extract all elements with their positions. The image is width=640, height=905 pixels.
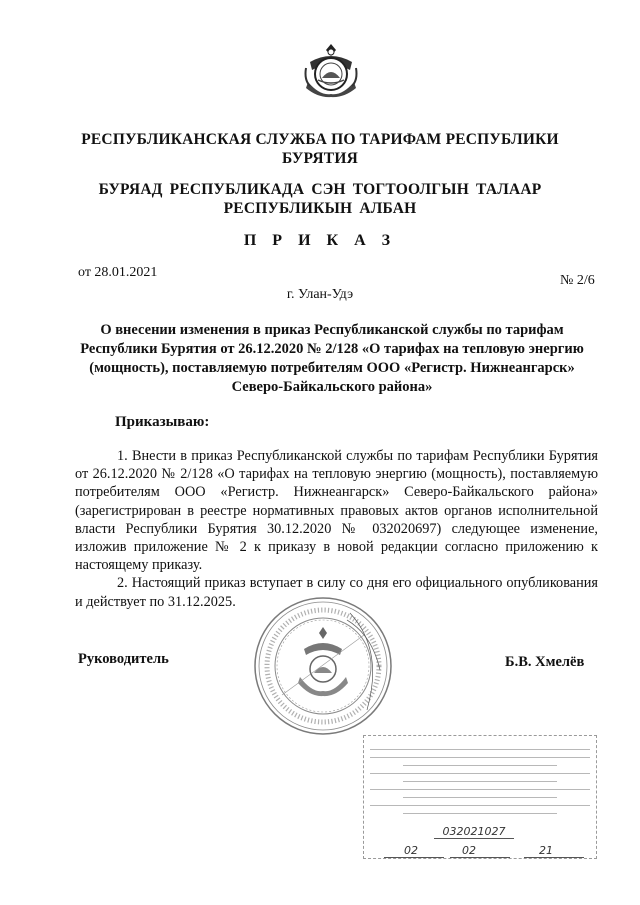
decree-word: Приказываю: [115,414,210,430]
document-date: от 28.01.2021 [78,265,158,280]
agency-name-russian [70,130,570,168]
signer-name: Б.В. Хмелёв [505,654,585,670]
document-type: П Р И К А З [243,232,397,249]
registration-day: 02 [404,844,418,857]
paragraph-1: 1. Внести в приказ Республиканской службы по тарифам Республики Бурятия от 26.12.2020 № 2/128 «О тарифах на тепловую энергию (мощность), поставляемую потребителям ООО «Регистр. Нижнеангарск» Северо-Байкальского района» (зарегистрирован в реестре нормативных правовых актов органов исполнительной власти Республики Бурятия 30.12.2020 № 032020697) следующее изменение, изложив приложение № 2 к приказу в новой редакции согласно приложению к настоящему приказу. [75,448,598,574]
agency-name-line: РЕСПУБЛИКАНСКАЯ СЛУЖБА ПО ТАРИФАМ РЕСПУБЛИКИ [81,131,559,148]
registration-number: 032021027 [434,825,514,839]
document-city: г. Улан-Удэ [286,287,354,302]
agency-name-line: БУРЯАД РЕСПУБЛИКАДА СЭН ТОГТООЛГЫН ТАЛААР [98,181,542,198]
signer-title: Руководитель [78,651,169,667]
agency-name-buryat [70,180,570,218]
registration-year: 21 [539,844,553,857]
subject-line: Северо-Байкальского района» [231,379,433,395]
official-seal-icon [252,595,394,737]
agency-name-line: РЕСПУБЛИКЫН АЛБАН [223,200,417,217]
registration-month: 02 [462,844,476,857]
document-number: № 2/6 [560,273,595,288]
registration-stamp [363,735,597,859]
subject-line: О внесении изменения в приказ Республиканской службы по тарифам [100,322,564,338]
document-body [75,447,598,611]
registration-stamp-lines [370,742,590,821]
coat-of-arms-icon [300,40,362,98]
subject-line: Республики Бурятия от 26.12.2020 № 2/128 «О тарифах на тепловую энергию [80,341,584,357]
subject-line: (мощность), поставляемую потребителям ООО «Регистр. Нижнеангарск» [89,360,575,376]
paragraph-2: 2. Настоящий приказ вступает в силу со дня его официального опубликования и действует по 31.12.2025. [75,575,598,610]
document-subject [62,321,602,397]
agency-name-line: БУРЯТИЯ [282,150,358,167]
